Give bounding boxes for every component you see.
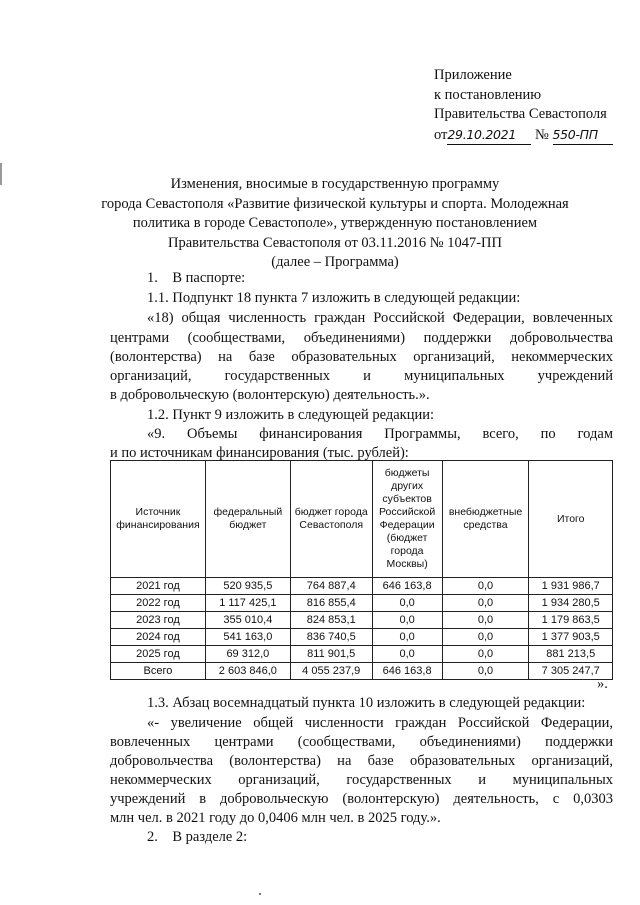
cell-other-regions: 0,0	[372, 612, 442, 629]
quote-10-line-5: учреждений в добровольческую (волонтерскую) деятельность, с 0,0303	[110, 791, 613, 807]
table-header-row	[111, 461, 613, 578]
table-row	[111, 578, 613, 595]
section-2-heading: 2. В разделе 2:	[147, 829, 248, 845]
quote-10-line-2: вовлеченных центрами (сообществами, объединениями) поддержки	[110, 734, 613, 750]
cell-extrabudgetary: 0,0	[442, 612, 529, 629]
title-line-3: политика в городе Севастополе», утвержденную постановлением	[132, 215, 538, 231]
header-total: Итого	[529, 461, 613, 578]
quote-18-line-5: в добровольческую (волонтерскую) деятельность.».	[110, 387, 430, 403]
cell-federal: 1 117 425,1	[205, 595, 290, 612]
cell-federal: 69 312,0	[205, 646, 290, 663]
cell-federal: 355 010,4	[205, 612, 290, 629]
row-year: 2025 год	[111, 646, 206, 663]
appendix-block	[434, 66, 613, 145]
scan-speck	[259, 893, 261, 895]
cell-sevastopol: 816 855,4	[290, 595, 372, 612]
title-line-2: города Севастополя «Развитие физической культуры и спорта. Молодежная	[101, 195, 569, 212]
item-1-3: 1.3. Абзац восемнадцатый пункта 10 изложить в следующей редакции:	[147, 695, 586, 711]
row-year: 2021 год	[111, 578, 206, 595]
row-year: 2024 год	[111, 629, 206, 646]
quote-10-line-6: млн чел. в 2021 году до 0,0406 млн чел. в 2025 году.».	[110, 810, 441, 826]
cell-total: 1 179 863,5	[529, 612, 613, 629]
cell-other-regions: 0,0	[372, 629, 442, 646]
cell-extrabudgetary: 0,0	[442, 646, 529, 663]
appendix-line-2: к постановлению	[434, 86, 542, 103]
cell-extrabudgetary: 0,0	[442, 595, 529, 612]
table-total-row	[111, 663, 613, 680]
cell-other-regions: 0,0	[372, 595, 442, 612]
appendix-line-3: Правительства Севастополя	[434, 106, 607, 122]
header-other-regions-budget: бюджеты других субъектов Российской Федерации (бюджет города Москвы)	[372, 461, 442, 578]
scan-margin-mark	[0, 163, 2, 185]
header-federal-budget: федеральный бюджет	[205, 461, 290, 578]
quote-18-line-4: организаций, государственных и муниципальных учреждений	[110, 368, 613, 384]
quote-9-line-1: «9. Объемы финансирования Программы, всего, по годам	[147, 426, 613, 442]
header-source: Источник финансирования	[111, 461, 206, 578]
quote-18-line-1: «18) общая численность граждан Российской Федерации, вовлеченных	[147, 310, 613, 326]
title-line-5: (далее – Программа)	[271, 254, 399, 270]
quote-9-line-2: и по источникам финансирования (тыс. рублей):	[110, 445, 409, 461]
cell-total: 1 377 903,5	[529, 629, 613, 646]
handwritten-date: 29.10.2021	[447, 125, 531, 146]
handwritten-number: 550-ПП	[553, 125, 613, 146]
item-1-2: 1.2. Пункт 9 изложить в следующей редакции:	[147, 407, 435, 423]
row-total-label: Всего	[111, 663, 206, 680]
title-line-4: Правительства Севастополя от 03.11.2016 № 1047-ПП	[167, 234, 503, 251]
row-year: 2023 год	[111, 612, 206, 629]
section-1-heading: 1. В паспорте:	[147, 270, 246, 286]
quote-18-line-2: центрами (сообществами, объединениями) поддержки добровольчества	[110, 330, 613, 346]
closing-quote: ».	[597, 676, 608, 692]
cell-sevastopol: 811 901,5	[290, 646, 372, 663]
cell-sevastopol: 836 740,5	[290, 629, 372, 646]
quote-10-line-1: «- увеличение общей численности граждан Российской Федерации,	[147, 715, 613, 731]
financing-table	[110, 460, 613, 680]
item-1-1: 1.1. Подпункт 18 пункта 7 изложить в следующей редакции:	[147, 290, 521, 306]
table-row	[111, 629, 613, 646]
header-extrabudgetary: внебюджетные средства	[442, 461, 529, 578]
cell-total: 881 213,5	[529, 646, 613, 663]
cell-sevastopol: 824 853,1	[290, 612, 372, 629]
cell-total: 1 934 280,5	[529, 595, 613, 612]
ot-label: от	[434, 126, 448, 143]
table-row	[111, 595, 613, 612]
cell-other-regions: 646 163,8	[372, 663, 442, 680]
cell-total: 7 305 247,7	[529, 663, 613, 680]
number-label: №	[535, 126, 549, 143]
document-title	[100, 175, 570, 273]
cell-federal: 541 163,0	[205, 629, 290, 646]
cell-sevastopol: 4 055 237,9	[290, 663, 372, 680]
quote-18-line-3: (волонтерства) на базе образовательных организаций, некоммерческих	[110, 349, 613, 365]
title-line-1: Изменения, вносимые в государственную программу	[170, 176, 500, 192]
cell-extrabudgetary: 0,0	[442, 578, 529, 595]
cell-other-regions: 0,0	[372, 646, 442, 663]
table-row	[111, 612, 613, 629]
quote-10-line-4: некоммерческих организаций, государственных и муниципальных	[110, 772, 613, 788]
cell-total: 1 931 986,7	[529, 578, 613, 595]
cell-extrabudgetary: 0,0	[442, 663, 529, 680]
cell-extrabudgetary: 0,0	[442, 629, 529, 646]
row-year: 2022 год	[111, 595, 206, 612]
cell-sevastopol: 764 887,4	[290, 578, 372, 595]
cell-federal: 2 603 846,0	[205, 663, 290, 680]
appendix-date-line	[434, 125, 613, 146]
table-row	[111, 646, 613, 663]
header-sevastopol-budget: бюджет города Севастополя	[290, 461, 372, 578]
cell-federal: 520 935,5	[205, 578, 290, 595]
cell-other-regions: 646 163,8	[372, 578, 442, 595]
appendix-line-1: Приложение	[434, 67, 512, 83]
quote-10-line-3: добровольчества (волонтерства) на базе образовательных организаций,	[110, 753, 613, 769]
